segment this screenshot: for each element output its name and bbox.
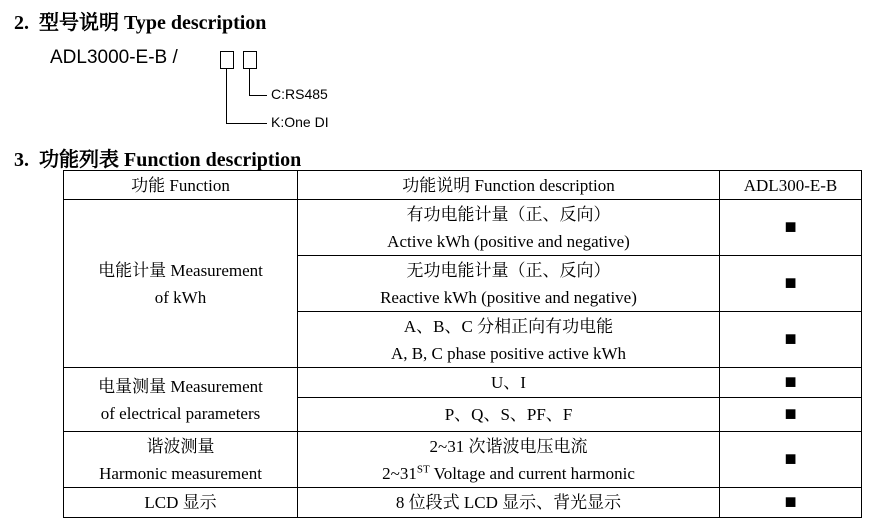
option-box-2 bbox=[243, 51, 257, 69]
support-mark: ■ bbox=[720, 398, 862, 432]
function-cell: 电量测量 Measurement of electrical parameters bbox=[64, 368, 298, 432]
section-number: 2. bbox=[14, 12, 29, 34]
connector-line bbox=[226, 123, 267, 124]
table-header-row bbox=[64, 171, 862, 200]
support-mark: ■ bbox=[720, 488, 862, 518]
connector-line bbox=[249, 69, 250, 95]
description-cell: A、B、C 分相正向有功电能 A, B, C phase positive active kWh bbox=[298, 312, 720, 368]
model-code: ADL3000-E-B / bbox=[50, 47, 178, 68]
option-box-1 bbox=[220, 51, 234, 69]
function-cell: LCD 显示 bbox=[64, 488, 298, 518]
section-title: 功能列表 Function description bbox=[39, 149, 302, 171]
function-cell: 谐波测量 Harmonic measurement bbox=[64, 432, 298, 488]
description-cell: 2~31 次谐波电压电流 2~31ST Voltage and current harmonic bbox=[298, 432, 720, 488]
section-number: 3. bbox=[14, 149, 29, 171]
table-row bbox=[64, 368, 862, 398]
function-cell: 电能计量 Measurement of kWh bbox=[64, 200, 298, 368]
support-mark: ■ bbox=[720, 200, 862, 256]
connector-line bbox=[226, 69, 227, 123]
section-2-heading bbox=[14, 6, 266, 35]
header-description: 功能说明 Function description bbox=[298, 171, 720, 200]
description-cell: P、Q、S、PF、F bbox=[298, 398, 720, 432]
header-model: ADL300-E-B bbox=[720, 171, 862, 200]
description-cell: 无功电能计量（正、反向） Reactive kWh (positive and negative) bbox=[298, 256, 720, 312]
option-c-label: C:RS485 bbox=[271, 86, 328, 102]
function-table bbox=[63, 170, 862, 518]
connector-line bbox=[249, 95, 267, 96]
description-cell: U、I bbox=[298, 368, 720, 398]
support-mark: ■ bbox=[720, 368, 862, 398]
support-mark: ■ bbox=[720, 312, 862, 368]
description-cell: 8 位段式 LCD 显示、背光显示 bbox=[298, 488, 720, 518]
support-mark: ■ bbox=[720, 256, 862, 312]
header-function: 功能 Function bbox=[64, 171, 298, 200]
table-row bbox=[64, 200, 862, 256]
description-cell: 有功电能计量（正、反向） Active kWh (positive and negative) bbox=[298, 200, 720, 256]
option-k-label: K:One DI bbox=[271, 114, 329, 130]
table-row bbox=[64, 488, 862, 518]
section-3-heading bbox=[14, 143, 301, 172]
support-mark: ■ bbox=[720, 432, 862, 488]
section-title: 型号说明 Type description bbox=[39, 12, 267, 34]
table-row bbox=[64, 432, 862, 488]
